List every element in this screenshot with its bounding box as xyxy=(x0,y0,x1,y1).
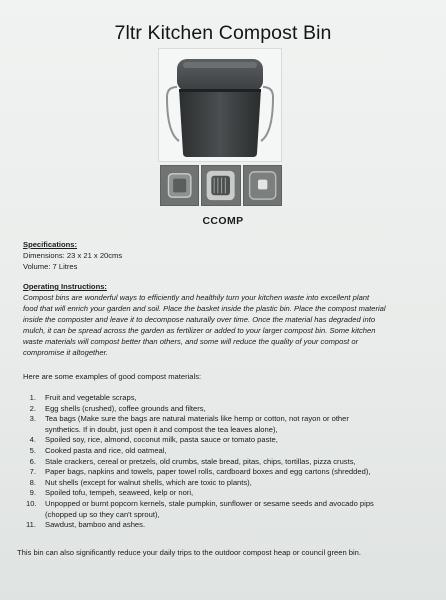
instructions-line: mulch, it can be spread across the garden as fertilizer or added to your larger compost bin. Some kitchen xyxy=(23,326,376,335)
instructions-line: waste materials will compost better than others, and some will reduce the quality of your compost or xyxy=(23,337,359,346)
compost-materials-list xyxy=(26,393,374,531)
specifications-heading: Specifications: xyxy=(23,240,78,249)
list-item-text: Paper bags, napkins and towels, paper towel rolls, cardboard boxes and egg cartons (shredded), xyxy=(45,467,371,477)
list-item-text: Spoiled soy, rice, almond, coconut milk, pasta sauce or tomato paste, xyxy=(45,435,278,445)
list-item-text: Nut shells (except for walnut shells, which are toxic to plants), xyxy=(45,477,252,487)
compost-bin-image xyxy=(159,49,281,161)
instructions-line: food that will enrich your garden and soil. Place the basket inside the plastic bin. Place the compost material xyxy=(23,304,386,313)
product-thumbnails xyxy=(160,165,282,206)
list-item-number: 10. xyxy=(26,498,37,508)
list-item-number: 2. xyxy=(29,403,36,413)
list-item-text: Tea bags (Make sure the bags are natural materials like hemp or cotton, not rayon or other synthetics. If in doubt, just open it and compost the tea leaves alone), xyxy=(45,414,349,434)
list-item-text: Cooked pasta and rice, old oatmeal, xyxy=(45,445,167,455)
product-code: CCOMP xyxy=(202,215,244,227)
examples-intro: Here are some examples of good compost materials: xyxy=(23,372,202,381)
list-item-text: Egg shells (crushed), coffee grounds and filters, xyxy=(45,403,206,413)
closing-text: This bin can also significantly reduce your daily trips to the outdoor compost heap or council green bin. xyxy=(17,548,362,557)
compost-bin-photo xyxy=(158,48,282,162)
list-item xyxy=(26,520,374,531)
list-item xyxy=(26,393,374,404)
list-item-number: 7. xyxy=(29,467,36,477)
list-item-text: Stale crackers, cereal or pretzels, old crumbs, stale bread, pitas, chips, tortillas, pizza crusts, xyxy=(45,456,356,466)
list-item-number: 3. xyxy=(29,414,36,424)
thumbnail-lid-view xyxy=(243,165,282,206)
list-item xyxy=(26,488,374,499)
list-item-number: 9. xyxy=(29,488,36,498)
list-item-number: 6. xyxy=(29,456,36,466)
list-item xyxy=(26,446,374,457)
list-item xyxy=(26,435,374,446)
list-item xyxy=(26,414,374,435)
operating-instructions-heading: Operating Instructions: xyxy=(23,282,107,291)
instructions-line: compromise it altogether. xyxy=(23,348,108,357)
dimensions-text: Dimensions: 23 x 21 x 20cms xyxy=(23,251,123,260)
list-item xyxy=(26,467,374,478)
thumbnail-filter-view xyxy=(201,165,240,206)
page-title: 7ltr Kitchen Compost Bin xyxy=(114,22,332,44)
thumbnail-basket-view xyxy=(160,165,199,206)
instructions-line: inside the composter and leave it to decompose naturally over time. Once the material has degraded into xyxy=(23,315,376,324)
list-item-text: Spoiled tofu, tempeh, seaweed, kelp or nori, xyxy=(45,488,194,498)
list-item-number: 11. xyxy=(26,520,36,530)
list-item xyxy=(26,404,374,415)
instructions-line: Compost bins are wonderful ways to efficiently and healthily turn your kitchen waste into excellent plant xyxy=(23,293,370,302)
list-item-text: Sawdust, bamboo and ashes. xyxy=(45,520,146,530)
list-item xyxy=(26,457,374,468)
list-item-text: Fruit and vegetable scraps, xyxy=(45,393,137,402)
list-item xyxy=(26,478,374,489)
list-item-number: 5. xyxy=(29,445,36,455)
list-item-number: 8. xyxy=(29,477,36,487)
list-item-number: 4. xyxy=(29,435,36,445)
list-item xyxy=(26,499,374,520)
list-item-text: Unpopped or burnt popcorn kernels, stale pumpkin, sunflower or sesame seeds and avocado pips (chopped up so they can't sprout), xyxy=(45,498,374,519)
volume-text: Volume: 7 Litres xyxy=(23,262,78,271)
list-item-number: 1. xyxy=(29,393,36,402)
